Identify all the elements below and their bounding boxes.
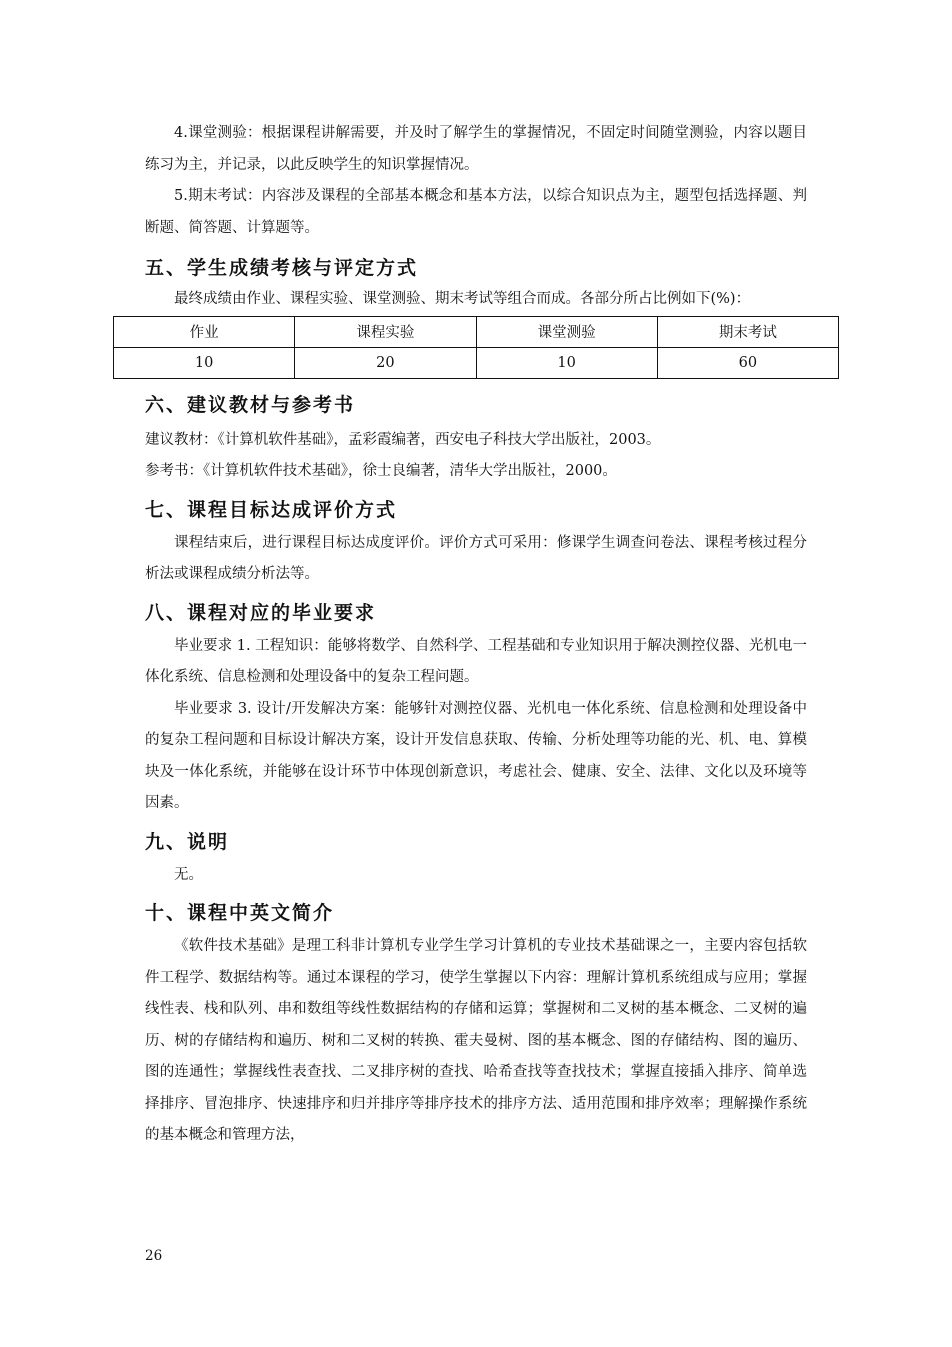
grading-header-lab: 课程实验 — [295, 316, 476, 347]
grading-header-homework: 作业 — [114, 316, 295, 347]
course-intro-paragraph: 《软件技术基础》是理工科非计算机专业学生学习计算机的专业技术基础课之一，主要内容包括软件工程学、数据结构等。通过本课程的学习，使学生掌握以下内容：理解计算机系统组成与应用；掌握线性表、栈和队列、串和数组等线性数据结构的存储和运算；掌握树和二叉树的基本概念、二叉树的遍历、树的存储结构和遍历、树和二叉树的转换、霍夫曼树、图的基本概念、图的存储结构、图的遍历、图的连通性；掌握线性表查找、二叉排序树的查找、哈希查找等查找技术；掌握直接插入排序、简单选择排序、冒泡排序、快速排序和归并排序等排序技术的排序方法、适用范围和排序效率；理解操作系统的基本概念和管理方法， — [145, 938, 807, 1143]
grading-value-homework: 10 — [114, 347, 295, 378]
section-heading-5: 五、学生成绩考核与评定方式 — [145, 257, 419, 279]
grading-table-header-row — [114, 316, 839, 347]
grading-intro: 最终成绩由作业、课程实验、课堂测验、期末考试等组合而成。各部分所占比例如下(%)： — [174, 291, 751, 307]
requirement-3-paragraph: 毕业要求 3. 设计/开发解决方案：能够针对测控仪器、光机电一体化系统、信息检测和处理设备中的复杂工程问题和目标设计解决方案，设计开发信息获取、传输、分析处理等功能的光、机、电、算模块及一体化系统，并能够在设计环节中体现创新意识，考虑社会、健康、安全、法律、文化以及环境等因素。 — [145, 700, 807, 811]
grading-table — [113, 316, 839, 379]
section-heading-9: 九、说明 — [145, 830, 230, 853]
grading-value-final: 60 — [657, 347, 838, 378]
section-heading-7: 七、课程目标达成评价方式 — [145, 498, 398, 521]
section-heading-10: 十、课程中英文简介 — [145, 902, 335, 924]
notes-paragraph: 无。 — [174, 866, 203, 883]
grading-table-value-row — [114, 347, 839, 378]
requirement-1-paragraph: 毕业要求 1. 工程知识：能够将数学、自然科学、工程基础和专业知识用于解决测控仪器、光机电一体化系统、信息检测和处理设备中的复杂工程问题。 — [145, 637, 807, 685]
grading-value-quiz: 10 — [476, 347, 657, 378]
page-content — [145, 118, 807, 1152]
paragraph-final-exam: 5.期末考试：内容涉及课程的全部基本概念和基本方法，以综合知识点为主，题型包括选择题、判断题、简答题、计算题等。 — [145, 188, 807, 236]
grading-header-quiz: 课堂测验 — [476, 316, 657, 347]
page-number: 26 — [145, 1248, 163, 1264]
textbook-line: 建议教材：《计算机软件基础》，孟彩霞编著，西安电子科技大学出版社，2003。 — [145, 431, 661, 448]
reference-line: 参考书：《计算机软件技术基础》，徐士良编著，清华大学出版社，2000。 — [145, 463, 617, 479]
evaluation-paragraph: 课程结束后，进行课程目标达成度评价。评价方式可采用：修课学生调查问卷法、课程考核过程分析法或课程成绩分析法等。 — [145, 534, 807, 582]
paragraph-quiz: 4.课堂测验：根据课程讲解需要，并及时了解学生的掌握情况，不固定时间随堂测验，内容以题目练习为主，并记录，以此反映学生的知识掌握情况。 — [145, 125, 807, 173]
grading-value-lab: 20 — [295, 347, 476, 378]
section-heading-6: 六、建议教材与参考书 — [145, 393, 356, 416]
section-heading-8: 八、课程对应的毕业要求 — [145, 601, 377, 624]
grading-header-final: 期末考试 — [657, 316, 838, 347]
